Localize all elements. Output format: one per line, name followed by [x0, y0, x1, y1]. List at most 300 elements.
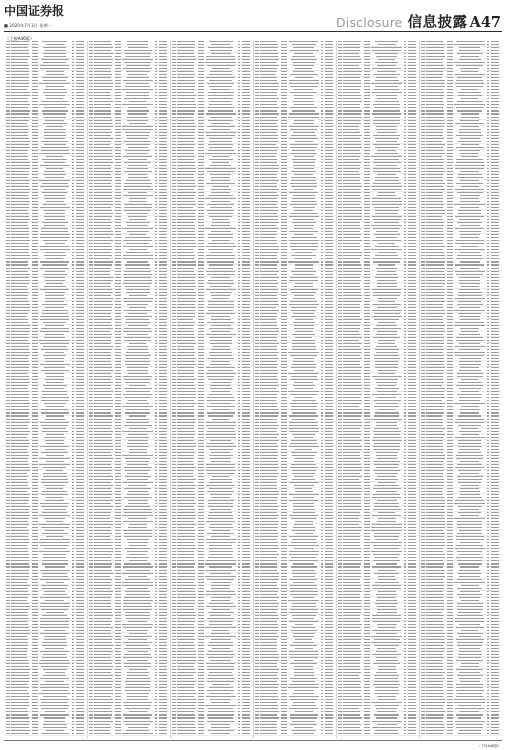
- table-cell-text: [491, 412, 500, 413]
- table-cell-text: [375, 177, 399, 178]
- table-cell-text: [372, 113, 401, 114]
- table-cell-text: [159, 153, 168, 154]
- table-cell-text: [421, 144, 425, 145]
- table-cell-text: [343, 264, 361, 265]
- table-cell-text: [72, 289, 75, 290]
- table-cell-text: [255, 213, 259, 214]
- table-cell-text: [260, 268, 277, 269]
- table-cell-text: [159, 440, 168, 441]
- table-cell-text: [426, 156, 443, 157]
- table-cell-text: [89, 123, 93, 124]
- table-cell-text: [43, 80, 65, 81]
- table-cell-text: [6, 431, 10, 432]
- table-cell-text: [42, 310, 68, 311]
- table-cell-text: [127, 213, 148, 214]
- table-cell-text: [32, 68, 38, 69]
- table-cell-text: [115, 183, 121, 184]
- table-cell-text: [6, 397, 10, 398]
- table-cell-text: [94, 162, 113, 163]
- table-cell-text: [159, 216, 168, 217]
- table-cell-text: [76, 147, 85, 148]
- table-cell-text: [487, 434, 490, 435]
- table-cell-text: [177, 391, 196, 392]
- table-cell-text: [32, 412, 38, 413]
- table-cell-text: [372, 440, 402, 441]
- table-cell-text: [11, 440, 30, 441]
- table-cell-text: [447, 268, 453, 269]
- table-cell-text: [343, 113, 361, 114]
- table-cell-text: [123, 240, 152, 241]
- table-cell-text: [238, 138, 241, 139]
- table-cell-text: [325, 274, 334, 275]
- table-cell-text: [255, 189, 259, 190]
- table-cell-text: [447, 165, 453, 166]
- table-cell-text: [155, 322, 158, 323]
- table-cell-text: [408, 59, 417, 60]
- table-cell-text: [364, 53, 370, 54]
- table-cell-text: [198, 68, 204, 69]
- table-cell-text: [408, 249, 417, 250]
- table-cell-text: [159, 129, 168, 130]
- table-cell-text: [338, 376, 342, 377]
- table-cell-text: [94, 361, 111, 362]
- table-cell-text: [159, 298, 168, 299]
- table-cell-text: [404, 364, 407, 365]
- table-cell-text: [159, 41, 168, 42]
- table-cell-text: [40, 261, 70, 262]
- table-cell-text: [155, 186, 158, 187]
- table-cell-text: [11, 204, 29, 205]
- table-cell-text: [72, 101, 75, 102]
- table-cell-text: [378, 192, 395, 193]
- table-cell-text: [94, 189, 113, 190]
- table-cell-text: [89, 210, 93, 211]
- table-cell-text: [89, 222, 93, 223]
- table-cell-text: [404, 271, 407, 272]
- table-cell-text: [281, 47, 287, 48]
- table-cell-text: [115, 47, 121, 48]
- table-cell-text: [11, 138, 29, 139]
- table-cell-text: [491, 428, 500, 429]
- table-cell-text: [460, 412, 478, 413]
- table-cell-text: [426, 258, 445, 259]
- table-cell-text: [291, 237, 317, 238]
- table-cell-text: [76, 255, 85, 256]
- table-cell-text: [115, 298, 121, 299]
- table-cell-text: [255, 249, 259, 250]
- table-cell-text: [408, 225, 417, 226]
- table-cell-text: [94, 74, 112, 75]
- table-cell-text: [11, 289, 28, 290]
- table-cell-text: [491, 228, 500, 229]
- table-cell-text: [115, 65, 121, 66]
- table-cell-text: [364, 123, 370, 124]
- table-cell-text: [11, 255, 31, 256]
- table-cell-text: [421, 231, 425, 232]
- table-cell-text: [404, 123, 407, 124]
- table-cell-text: [94, 289, 112, 290]
- table-cell-text: [89, 271, 93, 272]
- table-cell-text: [491, 234, 500, 235]
- table-cell-text: [460, 207, 479, 208]
- table-cell-text: [421, 195, 425, 196]
- table-cell-text: [172, 437, 176, 438]
- table-cell-text: [11, 388, 28, 389]
- table-cell-text: [11, 337, 29, 338]
- table-cell-text: [242, 86, 251, 87]
- table-cell-text: [343, 216, 362, 217]
- table-cell-text: [89, 415, 93, 416]
- table-cell-text: [291, 409, 317, 410]
- table-cell-text: [126, 135, 149, 136]
- table-cell-text: [421, 138, 425, 139]
- table-cell-text: [321, 258, 324, 259]
- table-cell-text: [373, 337, 400, 338]
- table-cell-text: [376, 274, 397, 275]
- table-cell-text: [11, 406, 29, 407]
- table-cell-text: [238, 210, 241, 211]
- table-cell-text: [455, 346, 485, 347]
- table-cell-text: [6, 159, 10, 160]
- table-cell-text: [404, 126, 407, 127]
- table-cell-text: [255, 228, 259, 229]
- table-cell-text: [421, 382, 425, 383]
- table-cell-text: [426, 255, 445, 256]
- table-cell-text: [487, 50, 490, 51]
- table-cell-text: [72, 162, 75, 163]
- table-cell-text: [115, 358, 121, 359]
- table-cell-text: [364, 246, 370, 247]
- table-cell-text: [72, 274, 75, 275]
- table-cell-text: [155, 307, 158, 308]
- table-cell-text: [172, 56, 176, 57]
- table-cell-text: [115, 180, 121, 181]
- table-cell-text: [364, 126, 370, 127]
- table-cell-text: [94, 107, 112, 108]
- table-cell-text: [447, 274, 453, 275]
- table-cell-text: [242, 195, 251, 196]
- table-cell-text: [487, 150, 490, 151]
- table-cell-text: [32, 234, 38, 235]
- table-cell-text: [404, 370, 407, 371]
- table-cell-text: [487, 406, 490, 407]
- table-cell-text: [207, 204, 234, 205]
- table-cell-text: [460, 319, 480, 320]
- table-cell-text: [89, 264, 93, 265]
- table-cell-text: [211, 44, 230, 45]
- table-cell-text: [6, 120, 10, 121]
- table-cell-text: [76, 346, 85, 347]
- table-cell-text: [426, 213, 445, 214]
- table-cell-text: [404, 328, 407, 329]
- table-cell-text: [159, 319, 168, 320]
- table-cell-text: [408, 283, 417, 284]
- table-cell-text: [343, 373, 361, 374]
- table-cell-text: [491, 261, 500, 262]
- table-cell-text: [242, 101, 251, 102]
- table-cell-text: [255, 56, 259, 57]
- table-cell-text: [76, 340, 85, 341]
- table-cell-text: [408, 316, 417, 317]
- table-cell-text: [321, 219, 324, 220]
- table-cell-text: [321, 44, 324, 45]
- table-cell-text: [11, 295, 28, 296]
- table-cell-text: [238, 352, 241, 353]
- table-cell-text: [461, 286, 479, 287]
- table-cell-text: [281, 198, 287, 199]
- table-cell-text: [408, 328, 417, 329]
- table-cell-text: [206, 113, 236, 114]
- table-cell-text: [321, 261, 324, 262]
- table-cell-text: [94, 144, 111, 145]
- table-cell-text: [408, 428, 417, 429]
- table-cell-text: [343, 388, 362, 389]
- table-cell-text: [421, 74, 425, 75]
- table-cell-text: [491, 240, 500, 241]
- table-cell-text: [255, 388, 259, 389]
- table-cell-text: [491, 150, 500, 151]
- table-cell-text: [255, 434, 259, 435]
- table-cell-text: [207, 283, 234, 284]
- table-cell-text: [11, 120, 29, 121]
- table-cell-text: [94, 168, 112, 169]
- table-cell-text: [364, 358, 370, 359]
- table-cell-text: [404, 222, 407, 223]
- table-cell-text: [260, 162, 277, 163]
- table-cell-text: [242, 62, 251, 63]
- table-cell-text: [89, 92, 93, 93]
- table-cell-text: [291, 376, 317, 377]
- table-cell-text: [338, 379, 342, 380]
- table-cell-text: [281, 162, 287, 163]
- table-cell-text: [491, 198, 500, 199]
- table-cell-text: [205, 198, 235, 199]
- table-cell-text: [426, 144, 445, 145]
- table-cell-text: [32, 422, 38, 423]
- table-cell-text: [6, 123, 10, 124]
- table-cell-text: [32, 255, 38, 256]
- table-cell-text: [44, 107, 66, 108]
- table-cell-text: [374, 207, 399, 208]
- table-cell-text: [94, 225, 112, 226]
- table-cell-text: [373, 135, 400, 136]
- table-cell-text: [11, 409, 29, 410]
- table-cell-text: [11, 412, 29, 413]
- table-cell-text: [172, 113, 176, 114]
- table-cell-text: [343, 428, 360, 429]
- table-cell-text: [6, 95, 10, 96]
- table-cell-text: [343, 440, 362, 441]
- table-cell-text: [426, 331, 445, 332]
- table-cell-text: [11, 376, 29, 377]
- table-cell-text: [487, 147, 490, 148]
- table-cell-text: [426, 261, 445, 262]
- table-cell-text: [325, 104, 334, 105]
- table-cell-text: [72, 59, 75, 60]
- table-cell-text: [6, 180, 10, 181]
- table-cell-text: [487, 234, 490, 235]
- table-cell-text: [260, 355, 277, 356]
- table-cell-text: [426, 192, 443, 193]
- table-cell-text: [421, 422, 425, 423]
- table-cell-text: [206, 255, 235, 256]
- table-cell-text: [404, 86, 407, 87]
- table-cell-text: [364, 412, 370, 413]
- table-cell-text: [404, 391, 407, 392]
- table-cell-text: [404, 95, 407, 96]
- table-cell-text: [172, 195, 176, 196]
- table-cell-text: [32, 77, 38, 78]
- table-cell-text: [343, 313, 360, 314]
- table-cell-text: [238, 41, 241, 42]
- table-cell-text: [343, 207, 362, 208]
- table-cell-text: [6, 65, 10, 66]
- table-cell-text: [255, 376, 259, 377]
- table-cell-text: [72, 147, 75, 148]
- table-cell-text: [325, 434, 334, 435]
- table-cell-text: [255, 177, 259, 178]
- table-cell-text: [177, 428, 194, 429]
- table-cell-text: [376, 425, 397, 426]
- table-cell-text: [260, 298, 278, 299]
- table-cell-text: [255, 325, 259, 326]
- table-cell-text: [72, 141, 75, 142]
- table-cell-text: [487, 346, 490, 347]
- table-cell-text: [421, 126, 425, 127]
- table-cell-text: [281, 195, 287, 196]
- table-cell-text: [94, 364, 112, 365]
- table-cell-text: [172, 150, 176, 151]
- table-cell-text: [210, 117, 232, 118]
- table-cell-text: [321, 289, 324, 290]
- table-cell-text: [172, 228, 176, 229]
- table-cell-text: [159, 86, 168, 87]
- table-cell-text: [487, 385, 490, 386]
- table-cell-text: [127, 334, 148, 335]
- table-cell-text: [408, 147, 417, 148]
- table-cell-text: [177, 201, 195, 202]
- table-cell-text: [408, 385, 417, 386]
- table-cell-text: [32, 415, 38, 416]
- table-cell-text: [408, 370, 417, 371]
- table-cell-text: [255, 210, 259, 211]
- table-cell-text: [447, 59, 453, 60]
- table-cell-text: [255, 207, 259, 208]
- table-cell-text: [89, 107, 93, 108]
- table-cell-text: [159, 159, 168, 160]
- table-cell-text: [459, 307, 480, 308]
- table-cell-text: [238, 98, 241, 99]
- table-cell-text: [255, 364, 259, 365]
- table-cell-text: [374, 319, 398, 320]
- table-cell-text: [72, 129, 75, 130]
- table-cell-text: [447, 95, 453, 96]
- table-cell-text: [242, 216, 251, 217]
- table-cell-text: [487, 138, 490, 139]
- table-cell-text: [321, 325, 324, 326]
- table-cell-text: [6, 171, 10, 172]
- table-cell-text: [325, 316, 334, 317]
- table-cell-text: [426, 355, 444, 356]
- table-cell-text: [172, 65, 176, 66]
- table-cell-text: [421, 419, 425, 420]
- table-cell-text: [461, 113, 479, 114]
- table-cell-text: [487, 219, 490, 220]
- table-cell-text: [11, 358, 28, 359]
- table-cell-text: [321, 307, 324, 308]
- table-cell-text: [155, 86, 158, 87]
- table-cell-text: [343, 283, 360, 284]
- table-cell-text: [454, 310, 485, 311]
- table-cell-text: [325, 295, 334, 296]
- table-cell-text: [260, 385, 279, 386]
- table-cell-text: [325, 370, 334, 371]
- table-cell-text: [447, 65, 453, 66]
- table-cell-text: [155, 304, 158, 305]
- table-cell-text: [206, 437, 236, 438]
- table-cell-text: [364, 71, 370, 72]
- table-cell-text: [210, 50, 232, 51]
- table-cell-text: [124, 210, 151, 211]
- table-cell-text: [172, 283, 176, 284]
- table-cell-text: [115, 382, 121, 383]
- table-cell-text: [491, 186, 500, 187]
- table-cell-text: [343, 252, 362, 253]
- table-cell-text: [491, 222, 500, 223]
- table-cell-text: [491, 53, 500, 54]
- table-cell-text: [242, 162, 251, 163]
- table-cell-text: [421, 364, 425, 365]
- table-cell-text: [343, 400, 362, 401]
- table-cell-text: [44, 403, 66, 404]
- table-cell-text: [255, 295, 259, 296]
- table-cell-text: [212, 156, 229, 157]
- table-cell-text: [325, 301, 334, 302]
- table-cell-text: [6, 280, 10, 281]
- table-cell-text: [155, 144, 158, 145]
- table-cell-text: [198, 117, 204, 118]
- table-cell-text: [238, 123, 241, 124]
- table-cell-text: [321, 216, 324, 217]
- table-cell-text: [343, 334, 362, 335]
- table-cell-text: [377, 370, 395, 371]
- table-cell-text: [242, 231, 251, 232]
- table-cell-text: [238, 340, 241, 341]
- table-cell-text: [89, 331, 93, 332]
- table-cell-text: [364, 47, 370, 48]
- table-cell-text: [94, 186, 113, 187]
- table-cell-text: [364, 95, 370, 96]
- table-cell-text: [404, 277, 407, 278]
- table-cell-text: [255, 62, 259, 63]
- table-cell-text: [343, 210, 362, 211]
- table-cell-text: [11, 361, 29, 362]
- table-cell-text: [242, 159, 251, 160]
- table-cell-text: [89, 147, 93, 148]
- table-cell-text: [426, 343, 444, 344]
- table-cell-text: [364, 113, 370, 114]
- table-cell-text: [421, 437, 425, 438]
- table-cell-text: [46, 406, 64, 407]
- table-cell-text: [177, 331, 194, 332]
- table-cell-text: [11, 252, 28, 253]
- table-cell-text: [172, 44, 176, 45]
- table-cell-text: [421, 304, 425, 305]
- table-cell-text: [89, 379, 93, 380]
- table-cell-text: [377, 271, 396, 272]
- table-cell-text: [6, 310, 10, 311]
- table-cell-text: [260, 343, 279, 344]
